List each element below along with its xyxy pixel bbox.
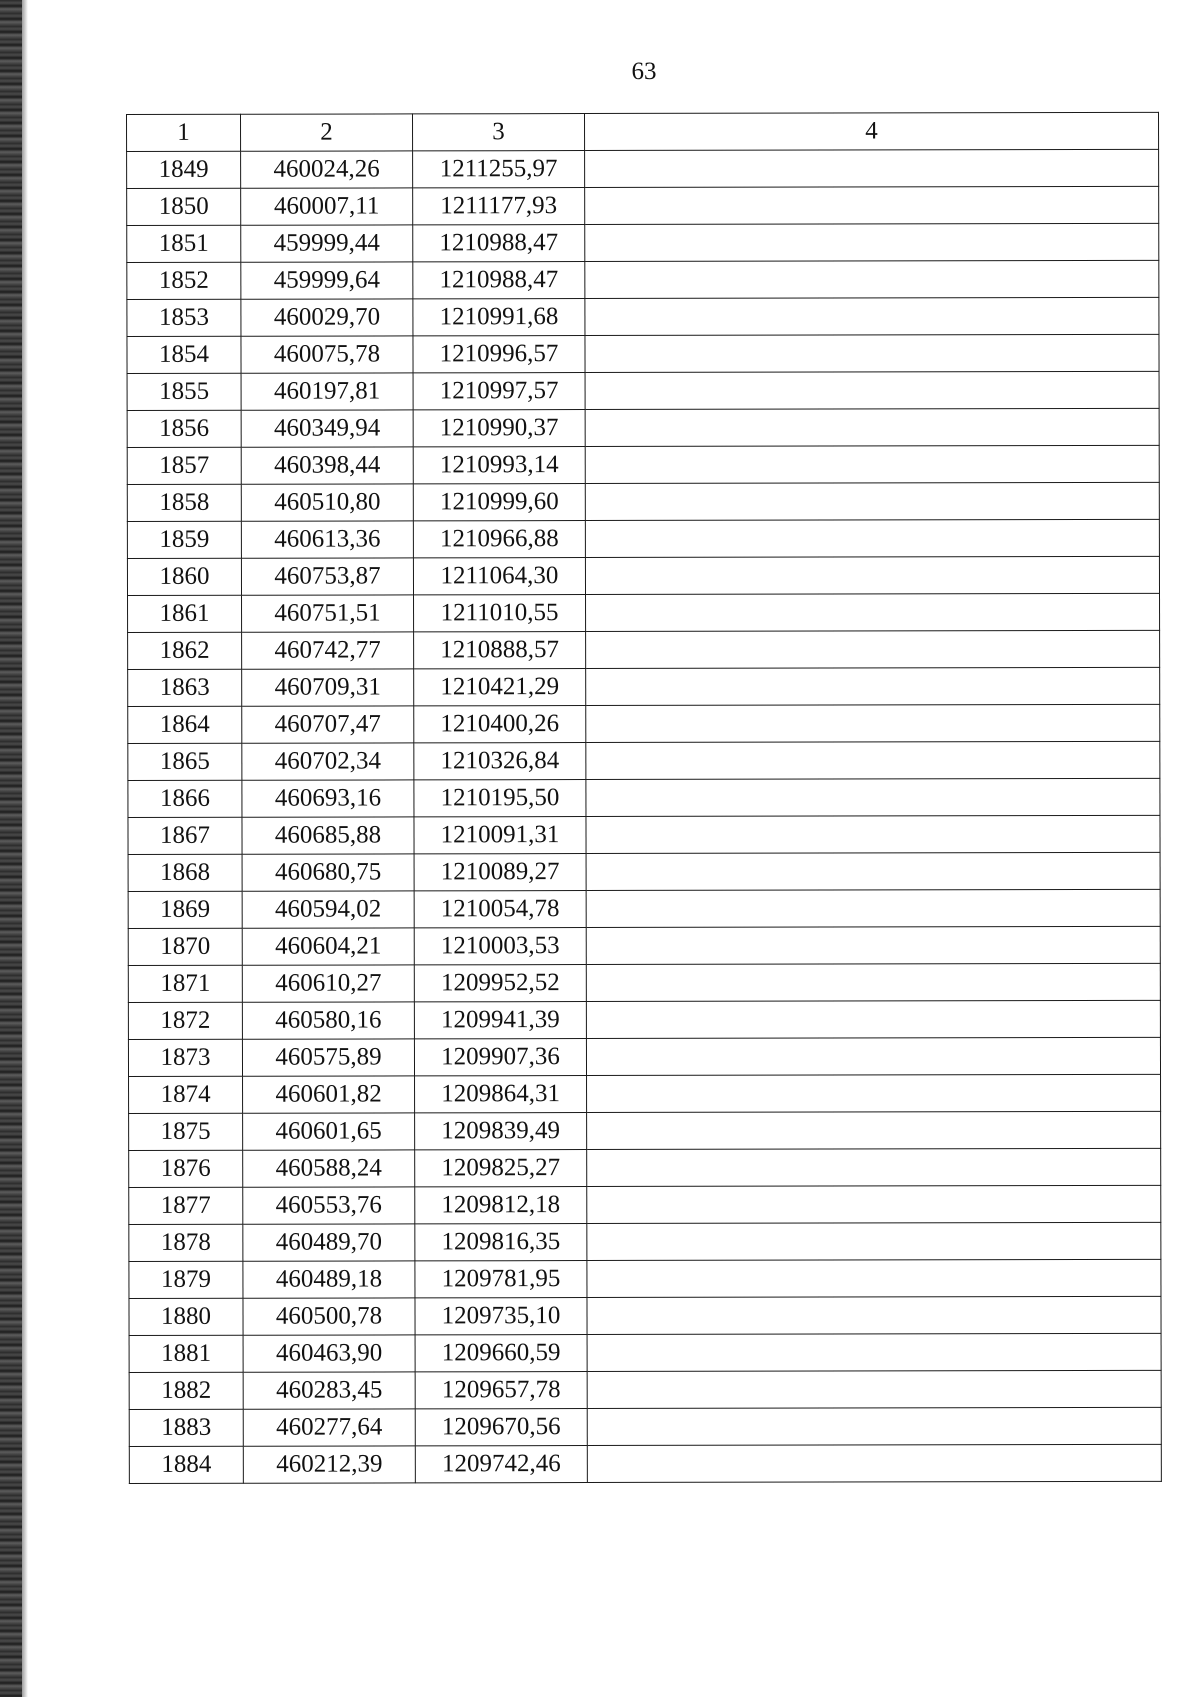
x-coordinate-cell: 460212,39 — [243, 1446, 415, 1483]
x-coordinate-cell: 460709,31 — [242, 669, 414, 706]
note-cell — [586, 815, 1160, 853]
x-coordinate-cell: 460751,51 — [242, 595, 414, 632]
point-number-cell: 1862 — [128, 632, 242, 669]
table-row — [127, 482, 1159, 521]
y-coordinate-cell: 1210990,37 — [413, 410, 585, 447]
note-cell — [586, 704, 1160, 742]
table-row — [129, 1370, 1161, 1409]
note-cell — [585, 408, 1159, 446]
y-coordinate-cell: 1210988,47 — [413, 262, 585, 299]
column-header-4: 4 — [585, 112, 1159, 150]
note-cell — [587, 1185, 1161, 1223]
y-coordinate-cell: 1209941,39 — [414, 1002, 586, 1039]
table-row — [127, 445, 1159, 484]
note-cell — [586, 889, 1160, 927]
note-cell — [585, 260, 1159, 298]
table-row — [127, 223, 1159, 262]
x-coordinate-cell: 460753,87 — [241, 558, 413, 595]
note-cell — [587, 1074, 1161, 1112]
y-coordinate-cell: 1211064,30 — [413, 558, 585, 595]
point-number-cell: 1884 — [129, 1446, 243, 1483]
x-coordinate-cell: 460575,89 — [242, 1039, 414, 1076]
table-row — [128, 1037, 1160, 1076]
note-cell — [587, 1333, 1161, 1371]
y-coordinate-cell: 1209742,46 — [415, 1446, 587, 1483]
y-coordinate-cell: 1211255,97 — [413, 151, 585, 188]
table-row — [128, 815, 1160, 854]
y-coordinate-cell: 1210089,27 — [414, 854, 586, 891]
point-number-cell: 1859 — [127, 521, 241, 558]
x-coordinate-cell: 460075,78 — [241, 336, 413, 373]
note-cell — [587, 1444, 1161, 1482]
point-number-cell: 1863 — [128, 669, 242, 706]
note-cell — [587, 1111, 1161, 1149]
x-coordinate-cell: 460007,11 — [241, 188, 413, 225]
y-coordinate-cell: 1209816,35 — [415, 1224, 587, 1261]
point-number-cell: 1865 — [128, 743, 242, 780]
table-row — [129, 1444, 1161, 1483]
y-coordinate-cell: 1211010,55 — [414, 595, 586, 632]
y-coordinate-cell: 1209735,10 — [415, 1298, 587, 1335]
y-coordinate-cell: 1210195,50 — [414, 780, 586, 817]
y-coordinate-cell: 1209907,36 — [414, 1039, 586, 1076]
table-row — [128, 741, 1160, 780]
table-row — [129, 1407, 1161, 1446]
x-coordinate-cell: 460601,65 — [243, 1113, 415, 1150]
point-number-cell: 1869 — [128, 891, 242, 928]
x-coordinate-cell: 460277,64 — [243, 1409, 415, 1446]
note-cell — [587, 1148, 1161, 1186]
y-coordinate-cell: 1210326,84 — [414, 743, 586, 780]
table-row — [129, 1259, 1161, 1298]
note-cell — [585, 223, 1159, 261]
note-cell — [586, 630, 1160, 668]
point-number-cell: 1879 — [129, 1261, 243, 1298]
y-coordinate-cell: 1209864,31 — [415, 1076, 587, 1113]
point-number-cell: 1855 — [127, 373, 241, 410]
table-row — [129, 1185, 1161, 1224]
y-coordinate-cell: 1211177,93 — [413, 188, 585, 225]
y-coordinate-cell: 1209952,52 — [414, 965, 586, 1002]
x-coordinate-cell: 460601,82 — [243, 1076, 415, 1113]
note-cell — [585, 186, 1159, 224]
table-row — [129, 1074, 1161, 1113]
table-row — [129, 1111, 1161, 1150]
table-row — [127, 371, 1159, 410]
table-row — [129, 1148, 1161, 1187]
note-cell — [585, 297, 1159, 335]
y-coordinate-cell: 1209825,27 — [415, 1150, 587, 1187]
point-number-cell: 1882 — [129, 1372, 243, 1409]
x-coordinate-cell: 460613,36 — [241, 521, 413, 558]
point-number-cell: 1880 — [129, 1298, 243, 1335]
table-row — [128, 593, 1160, 632]
point-number-cell: 1857 — [127, 447, 241, 484]
table-row — [128, 704, 1160, 743]
table-row — [128, 963, 1160, 1002]
point-number-cell: 1878 — [129, 1224, 243, 1261]
note-cell — [587, 1407, 1161, 1445]
note-cell — [587, 1222, 1161, 1260]
point-number-cell: 1851 — [127, 225, 241, 262]
x-coordinate-cell: 460024,26 — [241, 151, 413, 188]
table-row — [128, 926, 1160, 965]
note-cell — [585, 482, 1159, 520]
x-coordinate-cell: 460580,16 — [242, 1002, 414, 1039]
x-coordinate-cell: 460349,94 — [241, 410, 413, 447]
point-number-cell: 1867 — [128, 817, 242, 854]
column-header-3: 3 — [413, 114, 585, 151]
point-number-cell: 1868 — [128, 854, 242, 891]
point-number-cell: 1873 — [128, 1039, 242, 1076]
point-number-cell: 1849 — [127, 151, 241, 188]
y-coordinate-cell: 1210999,60 — [413, 484, 585, 521]
y-coordinate-cell: 1210988,47 — [413, 225, 585, 262]
point-number-cell: 1876 — [129, 1150, 243, 1187]
y-coordinate-cell: 1210888,57 — [414, 632, 586, 669]
table-row — [127, 260, 1159, 299]
point-number-cell: 1872 — [128, 1002, 242, 1039]
x-coordinate-cell: 460500,78 — [243, 1298, 415, 1335]
table-row — [127, 556, 1159, 595]
x-coordinate-cell: 460610,27 — [242, 965, 414, 1002]
y-coordinate-cell: 1209660,59 — [415, 1335, 587, 1372]
table-row — [127, 186, 1159, 225]
point-number-cell: 1858 — [127, 484, 241, 521]
note-cell — [586, 778, 1160, 816]
point-number-cell: 1860 — [127, 558, 241, 595]
note-cell — [586, 741, 1160, 779]
point-number-cell: 1864 — [128, 706, 242, 743]
note-cell — [586, 667, 1160, 705]
x-coordinate-cell: 460398,44 — [241, 447, 413, 484]
note-cell — [586, 926, 1160, 964]
x-coordinate-cell: 460197,81 — [241, 373, 413, 410]
table-row — [127, 519, 1159, 558]
table-row — [129, 1296, 1161, 1335]
point-number-cell: 1853 — [127, 299, 241, 336]
point-number-cell: 1881 — [129, 1335, 243, 1372]
y-coordinate-cell: 1210966,88 — [413, 521, 585, 558]
point-number-cell: 1856 — [127, 410, 241, 447]
y-coordinate-cell: 1210996,57 — [413, 336, 585, 373]
x-coordinate-cell: 460029,70 — [241, 299, 413, 336]
x-coordinate-cell: 460680,75 — [242, 854, 414, 891]
y-coordinate-cell: 1210993,14 — [413, 447, 585, 484]
note-cell — [587, 1259, 1161, 1297]
table-row — [128, 667, 1160, 706]
note-cell — [586, 852, 1160, 890]
column-header-1: 1 — [127, 114, 241, 151]
note-cell — [586, 1000, 1160, 1038]
x-coordinate-cell: 460510,80 — [241, 484, 413, 521]
x-coordinate-cell: 460489,18 — [243, 1261, 415, 1298]
table-row — [128, 630, 1160, 669]
table-row — [128, 889, 1160, 928]
y-coordinate-cell: 1209812,18 — [415, 1187, 587, 1224]
point-number-cell: 1866 — [128, 780, 242, 817]
note-cell — [586, 1037, 1160, 1075]
y-coordinate-cell: 1209657,78 — [415, 1372, 587, 1409]
table-header-row — [127, 112, 1159, 151]
x-coordinate-cell: 460283,45 — [243, 1372, 415, 1409]
point-number-cell: 1877 — [129, 1187, 243, 1224]
table-row — [128, 1000, 1160, 1039]
table-row — [128, 778, 1160, 817]
point-number-cell: 1883 — [129, 1409, 243, 1446]
table-row — [127, 149, 1159, 188]
x-coordinate-cell: 460553,76 — [243, 1187, 415, 1224]
y-coordinate-cell: 1209670,56 — [415, 1409, 587, 1446]
note-cell — [585, 371, 1159, 409]
page-number: 63 — [631, 58, 657, 85]
point-number-cell: 1870 — [128, 928, 242, 965]
y-coordinate-cell: 1210991,68 — [413, 299, 585, 336]
point-number-cell: 1861 — [128, 595, 242, 632]
note-cell — [586, 593, 1160, 631]
point-number-cell: 1874 — [129, 1076, 243, 1113]
note-cell — [587, 1370, 1161, 1408]
x-coordinate-cell: 460742,77 — [242, 632, 414, 669]
y-coordinate-cell: 1210400,26 — [414, 706, 586, 743]
x-coordinate-cell: 460693,16 — [242, 780, 414, 817]
note-cell — [586, 963, 1160, 1001]
table-row — [128, 852, 1160, 891]
note-cell — [585, 519, 1159, 557]
y-coordinate-cell: 1209781,95 — [415, 1261, 587, 1298]
table-row — [127, 408, 1159, 447]
y-coordinate-cell: 1210421,29 — [414, 669, 586, 706]
x-coordinate-cell: 460463,90 — [243, 1335, 415, 1372]
note-cell — [587, 1296, 1161, 1334]
y-coordinate-cell: 1210091,31 — [414, 817, 586, 854]
table-row — [129, 1333, 1161, 1372]
x-coordinate-cell: 460707,47 — [242, 706, 414, 743]
point-number-cell: 1852 — [127, 262, 241, 299]
x-coordinate-cell: 460594,02 — [242, 891, 414, 928]
coordinates-table — [126, 112, 1162, 1484]
table-body — [127, 149, 1162, 1483]
point-number-cell: 1871 — [128, 965, 242, 1002]
x-coordinate-cell: 460702,34 — [242, 743, 414, 780]
y-coordinate-cell: 1210003,53 — [414, 928, 586, 965]
y-coordinate-cell: 1209839,49 — [415, 1113, 587, 1150]
table-row — [129, 1222, 1161, 1261]
y-coordinate-cell: 1210054,78 — [414, 891, 586, 928]
point-number-cell: 1850 — [127, 188, 241, 225]
note-cell — [585, 556, 1159, 594]
table-row — [127, 334, 1159, 373]
x-coordinate-cell: 460588,24 — [243, 1150, 415, 1187]
table-row — [127, 297, 1159, 336]
y-coordinate-cell: 1210997,57 — [413, 373, 585, 410]
note-cell — [585, 149, 1159, 187]
x-coordinate-cell: 460685,88 — [242, 817, 414, 854]
x-coordinate-cell: 460604,21 — [242, 928, 414, 965]
note-cell — [585, 445, 1159, 483]
note-cell — [585, 334, 1159, 372]
point-number-cell: 1875 — [129, 1113, 243, 1150]
scan-edge-shadow — [0, 0, 22, 1697]
x-coordinate-cell: 460489,70 — [243, 1224, 415, 1261]
column-header-2: 2 — [241, 114, 413, 151]
point-number-cell: 1854 — [127, 336, 241, 373]
x-coordinate-cell: 459999,44 — [241, 225, 413, 262]
x-coordinate-cell: 459999,64 — [241, 262, 413, 299]
